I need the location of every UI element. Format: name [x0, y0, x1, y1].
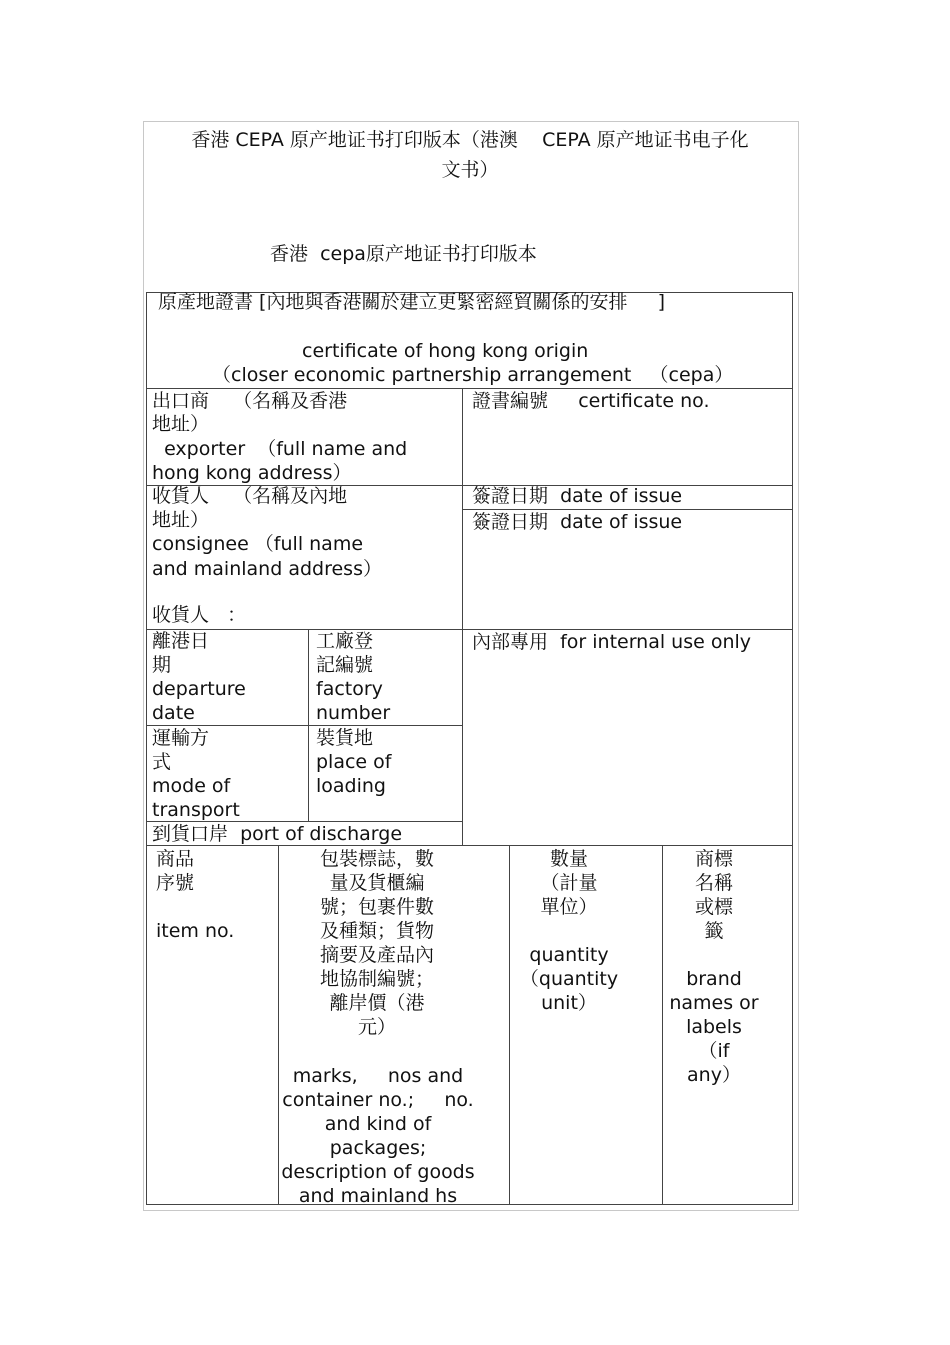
exporter-label-en: exporter （full name and [152, 438, 408, 460]
document-subtitle: 香港 cepa原产地证书打印版本 [270, 243, 537, 265]
port-of-discharge-label: 到貨口岸 port of discharge [152, 823, 403, 845]
quantity-header: 數量 （計量 單位） quantity （quantity unit） [519, 848, 619, 1014]
exporter-label-zh-2: 地址） [152, 413, 210, 435]
exporter-label-zh: 出口商 （名稱及香港 [152, 390, 348, 412]
brand-header: 商標 名稱 或標 籤 brand names or labels （if any） [669, 848, 759, 1086]
date-of-issue-label-2: 簽證日期 date of issue [472, 511, 683, 533]
marks-header-en: marks, nos and container no.; no. and kind of packages; description of goods and mainland hs [281, 1065, 475, 1207]
certificate-heading-cepa: （closer economic partnership arrangement （cepa） [212, 364, 734, 386]
document-title-line2: 文书） [441, 159, 499, 181]
transport-mode-label: 運輸方 式 mode of transport [152, 727, 240, 821]
table-right-border [792, 292, 793, 1204]
divider [462, 388, 463, 845]
consignee-label-zh-2: 地址） [152, 509, 210, 531]
certificate-heading-zh: 原產地證書 [內地與香港關於建立更緊密經貿關係的安排 ] [158, 291, 666, 313]
consignee-label-en-2: and mainland address） [152, 558, 382, 580]
exporter-label-en-2: hong kong address） [152, 462, 352, 484]
certificate-no-label: 證書編號 certificate no. [472, 390, 710, 412]
certificate-heading-en: certificate of hong kong origin [302, 340, 589, 362]
loading-place-label: 裝貨地 place of loading [316, 727, 392, 797]
consignee-label-en: consignee （full name [152, 533, 364, 555]
departure-date-label: 離港日 期 departure date [152, 630, 246, 724]
marks-header-zh: 包裝標誌，數 量及貨櫃編 號；包裹件數 及種類；貨物 摘要及產品內 地協制編號； 離岸價（港 元） [319, 848, 434, 1038]
item-no-header: 商品 序號 item no. [156, 848, 235, 942]
consignee-label-extra: 收貨人 ： [152, 604, 247, 626]
consignee-label-zh: 收貨人 （名稱及內地 [152, 485, 348, 507]
document-title-line1: 香港 CEPA 原产地证书打印版本（港澳 CEPA 原产地证书电子化 [191, 129, 749, 151]
divider [146, 845, 793, 846]
factory-number-label: 工廠登 記編號 factory number [316, 630, 391, 724]
table-left-border [146, 292, 147, 1204]
internal-use-label: 內部專用 for internal use only [472, 631, 752, 653]
date-of-issue-label: 簽證日期 date of issue [472, 485, 683, 507]
